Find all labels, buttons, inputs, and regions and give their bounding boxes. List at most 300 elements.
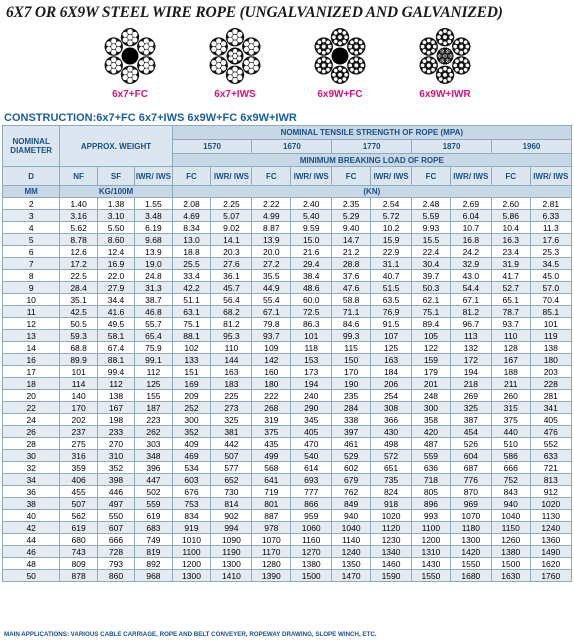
table-cell: 5.86 xyxy=(491,210,530,222)
table-cell: 319 xyxy=(252,414,291,426)
table-cell: 1070 xyxy=(252,534,291,546)
table-cell: 1310 xyxy=(412,546,451,558)
table-cell: 396 xyxy=(135,462,172,474)
table-cell: 359 xyxy=(60,462,97,474)
table-cell: 268 xyxy=(252,402,291,414)
table-cell: 1350 xyxy=(332,558,371,570)
diameter-cell: 22 xyxy=(3,402,60,414)
iwr-header: IWR/ IWS xyxy=(291,167,332,186)
diameter-cell: 44 xyxy=(3,534,60,546)
table-cell: 194 xyxy=(291,378,332,390)
table-cell: 693 xyxy=(291,474,332,486)
table-cell: 442 xyxy=(211,438,252,450)
table-cell: 110 xyxy=(211,342,252,354)
table-cell: 568 xyxy=(252,462,291,474)
table-cell: 183 xyxy=(211,378,252,390)
table-cell: 269 xyxy=(450,390,491,402)
table-cell: 34.4 xyxy=(97,294,134,306)
table-cell: 163 xyxy=(370,354,411,366)
table-cell: 679 xyxy=(332,474,371,486)
table-cell: 735 xyxy=(370,474,411,486)
diameter-cell: 32 xyxy=(3,462,60,474)
table-cell: 454 xyxy=(450,426,491,438)
table-cell: 440 xyxy=(491,426,530,438)
table-cell: 405 xyxy=(291,426,332,438)
table-cell: 68.8 xyxy=(60,342,97,354)
table-cell: 607 xyxy=(97,522,134,534)
iwr-header: IWR/ IWS xyxy=(135,167,172,186)
diameter-cell: 5 xyxy=(3,234,60,246)
unit-mm: MM xyxy=(3,186,60,198)
table-row xyxy=(3,426,572,438)
table-cell: 1140 xyxy=(332,534,371,546)
table-cell: 325 xyxy=(211,414,252,426)
table-cell: 76.9 xyxy=(370,306,411,318)
table-cell: 45.0 xyxy=(530,270,571,282)
table-cell: 497 xyxy=(97,498,134,510)
table-cell: 1130 xyxy=(530,510,571,522)
table-cell: 138 xyxy=(530,342,571,354)
spec-table-body xyxy=(3,198,572,582)
diameter-cell: 46 xyxy=(3,546,60,558)
table-cell: 1160 xyxy=(291,534,332,546)
table-cell: 614 xyxy=(291,462,332,474)
table-cell: 1680 xyxy=(450,570,491,582)
table-cell: 41.7 xyxy=(491,270,530,282)
table-cell: 179 xyxy=(412,366,451,378)
table-cell: 5.59 xyxy=(412,210,451,222)
unit-kg: KG/100M xyxy=(60,186,172,198)
rope-6x9w-iwr-icon xyxy=(415,26,475,86)
table-cell: 1040 xyxy=(491,510,530,522)
grade-header: 1670 xyxy=(252,140,332,154)
table-cell: 9.59 xyxy=(291,222,332,234)
table-cell: 310 xyxy=(97,450,134,462)
table-cell: 273 xyxy=(211,402,252,414)
table-cell: 16.3 xyxy=(491,234,530,246)
table-cell: 6.04 xyxy=(450,210,491,222)
table-cell: 13.0 xyxy=(172,234,211,246)
table-cell: 9.40 xyxy=(332,222,371,234)
table-cell: 91.5 xyxy=(370,318,411,330)
table-cell: 1180 xyxy=(450,522,491,534)
table-cell: 14.7 xyxy=(332,234,371,246)
grade-header: 1870 xyxy=(412,140,492,154)
table-cell: 819 xyxy=(135,546,172,558)
diameter-cell: 13 xyxy=(3,330,60,342)
table-cell: 109 xyxy=(252,342,291,354)
table-cell: 651 xyxy=(370,462,411,474)
table-cell: 52.7 xyxy=(491,282,530,294)
table-row xyxy=(3,210,572,222)
table-cell: 1620 xyxy=(530,558,571,570)
table-cell: 167 xyxy=(97,402,134,414)
table-cell: 752 xyxy=(491,474,530,486)
table-cell: 233 xyxy=(97,426,134,438)
table-cell: 3.48 xyxy=(135,210,172,222)
table-cell: 211 xyxy=(491,378,530,390)
table-cell: 281 xyxy=(530,390,571,402)
fc-header: FC xyxy=(491,167,530,186)
table-cell: 1390 xyxy=(252,570,291,582)
table-cell: 2.48 xyxy=(412,198,451,210)
table-cell: 22.0 xyxy=(97,270,134,282)
main-applications-note: MAIN APPLICATIONS: VARIOUS CABLE CARRIAGE, ROPE AND BELT CONVEYER, ROPEWAY DRAWING, SLOPE WINCH, ETC. xyxy=(4,631,377,638)
table-cell: 430 xyxy=(370,426,411,438)
table-cell: 235 xyxy=(332,390,371,402)
table-row xyxy=(3,486,572,498)
table-cell: 469 xyxy=(172,450,211,462)
table-cell: 101 xyxy=(60,366,97,378)
table-cell: 113 xyxy=(450,330,491,342)
table-cell: 206 xyxy=(370,378,411,390)
table-cell: 896 xyxy=(412,498,451,510)
table-cell: 62.1 xyxy=(412,294,451,306)
table-cell: 275 xyxy=(60,438,97,450)
table-cell: 633 xyxy=(530,450,571,462)
table-cell: 95.3 xyxy=(211,330,252,342)
table-cell: 159 xyxy=(412,354,451,366)
table-row xyxy=(3,438,572,450)
table-cell: 870 xyxy=(450,486,491,498)
table-cell: 387 xyxy=(450,414,491,426)
table-cell: 20.0 xyxy=(252,246,291,258)
table-cell: 57.0 xyxy=(530,282,571,294)
table-cell: 72.5 xyxy=(291,306,332,318)
table-cell: 142 xyxy=(252,354,291,366)
diameter-cell: 30 xyxy=(3,450,60,462)
table-cell: 14.1 xyxy=(211,234,252,246)
table-cell: 308 xyxy=(370,402,411,414)
table-cell: 2.54 xyxy=(370,198,411,210)
table-cell: 12.6 xyxy=(60,246,97,258)
table-cell: 252 xyxy=(172,402,211,414)
table-cell: 420 xyxy=(412,426,451,438)
page-title: 6X7 OR 6X9W STEEL WIRE ROPE (UNGALVANIZED AND GALVANIZED) xyxy=(6,4,503,21)
table-cell: 1240 xyxy=(530,522,571,534)
table-cell: 114 xyxy=(60,378,97,390)
table-cell: 89.9 xyxy=(60,354,97,366)
table-cell: 887 xyxy=(252,510,291,522)
table-cell: 33.4 xyxy=(172,270,211,282)
table-cell: 338 xyxy=(332,414,371,426)
table-cell: 38.4 xyxy=(291,270,332,282)
diameter-cell: 36 xyxy=(3,486,60,498)
table-row xyxy=(3,546,572,558)
table-cell: 315 xyxy=(491,402,530,414)
diameter-cell: 2 xyxy=(3,198,60,210)
table-cell: 529 xyxy=(332,450,371,462)
table-cell: 526 xyxy=(450,438,491,450)
table-cell: 461 xyxy=(332,438,371,450)
table-cell: 793 xyxy=(97,558,134,570)
table-row xyxy=(3,318,572,330)
table-cell: 75.1 xyxy=(172,318,211,330)
diameter-cell: 18 xyxy=(3,378,60,390)
table-cell: 805 xyxy=(412,486,451,498)
table-cell: 27.2 xyxy=(252,258,291,270)
rope-cross-sections xyxy=(0,26,574,112)
table-cell: 225 xyxy=(211,390,252,402)
fc-header: FC xyxy=(332,167,371,186)
table-cell: 776 xyxy=(450,474,491,486)
table-cell: 155 xyxy=(135,390,172,402)
table-cell: 21.2 xyxy=(332,246,371,258)
table-cell: 188 xyxy=(491,366,530,378)
table-cell: 721 xyxy=(530,462,571,474)
table-row xyxy=(3,414,572,426)
table-cell: 150 xyxy=(332,354,371,366)
table-cell: 1020 xyxy=(530,498,571,510)
table-cell: 48.6 xyxy=(291,282,332,294)
table-cell: 107 xyxy=(370,330,411,342)
table-cell: 201 xyxy=(412,378,451,390)
approx-weight-header: APPROX. WEIGHT xyxy=(60,126,172,167)
table-cell: 55.7 xyxy=(135,318,172,330)
table-cell: 118 xyxy=(291,342,332,354)
table-cell: 23.4 xyxy=(491,246,530,258)
table-cell: 29.4 xyxy=(291,258,332,270)
table-cell: 49.5 xyxy=(97,318,134,330)
table-cell: 13.9 xyxy=(135,246,172,258)
table-cell: 3.10 xyxy=(97,210,134,222)
table-cell: 218 xyxy=(450,378,491,390)
table-cell: 11.3 xyxy=(530,222,571,234)
table-cell: 16.8 xyxy=(450,234,491,246)
table-cell: 290 xyxy=(291,402,332,414)
table-cell: 2.81 xyxy=(530,198,571,210)
table-cell: 843 xyxy=(491,486,530,498)
table-row xyxy=(3,342,572,354)
table-cell: 63.1 xyxy=(172,306,211,318)
table-cell: 67.1 xyxy=(252,306,291,318)
table-cell: 10.2 xyxy=(370,222,411,234)
diameter-cell: 42 xyxy=(3,522,60,534)
table-cell: 248 xyxy=(412,390,451,402)
table-cell: 12.4 xyxy=(97,246,134,258)
table-cell: 446 xyxy=(97,486,134,498)
table-cell: 572 xyxy=(370,450,411,462)
table-cell: 728 xyxy=(97,546,134,558)
table-cell: 381 xyxy=(211,426,252,438)
table-cell: 1500 xyxy=(291,570,332,582)
table-row xyxy=(3,558,572,570)
table-cell: 619 xyxy=(60,522,97,534)
rope-6x9w-fc xyxy=(295,26,385,100)
table-cell: 730 xyxy=(211,486,252,498)
diameter-cell: 24 xyxy=(3,414,60,426)
fc-header: FC xyxy=(252,167,291,186)
table-cell: 58.1 xyxy=(97,330,134,342)
table-cell: 260 xyxy=(491,390,530,402)
table-cell: 409 xyxy=(172,438,211,450)
diameter-cell: 28 xyxy=(3,438,60,450)
table-cell: 37.6 xyxy=(332,270,371,282)
diameter-cell: 10 xyxy=(3,294,60,306)
table-cell: 562 xyxy=(60,510,97,522)
table-cell: 31.1 xyxy=(370,258,411,270)
table-row xyxy=(3,498,572,510)
table-cell: 31.3 xyxy=(135,282,172,294)
table-row xyxy=(3,366,572,378)
diameter-cell: 8 xyxy=(3,270,60,282)
table-cell: 1420 xyxy=(450,546,491,558)
table-row xyxy=(3,222,572,234)
table-cell: 860 xyxy=(97,570,134,582)
table-cell: 237 xyxy=(60,426,97,438)
nf-header: NF xyxy=(60,167,97,186)
table-cell: 240 xyxy=(291,390,332,402)
table-cell: 1260 xyxy=(491,534,530,546)
table-cell: 85.1 xyxy=(530,306,571,318)
table-cell: 43.0 xyxy=(450,270,491,282)
table-cell: 56.4 xyxy=(211,294,252,306)
table-cell: 34.5 xyxy=(530,258,571,270)
table-cell: 47.6 xyxy=(332,282,371,294)
table-cell: 35.1 xyxy=(60,294,97,306)
table-cell: 160 xyxy=(252,366,291,378)
table-cell: 5.72 xyxy=(370,210,411,222)
table-cell: 6.19 xyxy=(135,222,172,234)
table-cell: 2.35 xyxy=(332,198,371,210)
table-cell: 65.4 xyxy=(135,330,172,342)
table-cell: 18.8 xyxy=(172,246,211,258)
table-cell: 1470 xyxy=(332,570,371,582)
table-cell: 27.9 xyxy=(97,282,134,294)
table-cell: 8.78 xyxy=(60,234,97,246)
table-cell: 666 xyxy=(97,534,134,546)
table-cell: 40.7 xyxy=(370,270,411,282)
table-cell: 13.9 xyxy=(252,234,291,246)
table-cell: 849 xyxy=(332,498,371,510)
table-cell: 112 xyxy=(97,378,134,390)
table-cell: 71.1 xyxy=(332,306,371,318)
table-cell: 96.7 xyxy=(450,318,491,330)
table-cell: 140 xyxy=(60,390,97,402)
table-cell: 1100 xyxy=(412,522,451,534)
table-cell: 194 xyxy=(450,366,491,378)
table-cell: 10.4 xyxy=(491,222,530,234)
table-cell: 19.0 xyxy=(135,258,172,270)
iwr-header: IWR/ IWS xyxy=(211,167,252,186)
table-cell: 866 xyxy=(291,498,332,510)
table-cell: 67.1 xyxy=(450,294,491,306)
table-cell: 99.1 xyxy=(135,354,172,366)
diameter-cell: 7 xyxy=(3,258,60,270)
table-cell: 41.6 xyxy=(97,306,134,318)
table-cell: 68.2 xyxy=(211,306,252,318)
table-cell: 42.5 xyxy=(60,306,97,318)
table-cell: 749 xyxy=(135,534,172,546)
table-cell: 1340 xyxy=(370,546,411,558)
table-cell: 1200 xyxy=(412,534,451,546)
table-cell: 209 xyxy=(172,390,211,402)
table-cell: 50.5 xyxy=(60,318,97,330)
table-cell: 303 xyxy=(135,438,172,450)
table-cell: 1150 xyxy=(491,522,530,534)
table-row xyxy=(3,390,572,402)
table-cell: 559 xyxy=(412,450,451,462)
table-cell: 1040 xyxy=(332,522,371,534)
rope-6x7-iws-icon xyxy=(205,26,265,86)
table-cell: 2.22 xyxy=(252,198,291,210)
table-cell: 169 xyxy=(172,378,211,390)
wire-rope-spec-table xyxy=(2,125,572,582)
table-cell: 316 xyxy=(60,450,97,462)
table-row xyxy=(3,234,572,246)
table-cell: 22.5 xyxy=(60,270,97,282)
table-cell: 170 xyxy=(60,402,97,414)
table-cell: 603 xyxy=(172,474,211,486)
table-cell: 540 xyxy=(291,450,332,462)
table-cell: 75.1 xyxy=(412,306,451,318)
table-cell: 2.69 xyxy=(450,198,491,210)
table-cell: 405 xyxy=(530,414,571,426)
table-cell: 38.7 xyxy=(135,294,172,306)
table-cell: 345 xyxy=(291,414,332,426)
table-cell: 46.8 xyxy=(135,306,172,318)
table-cell: 31.9 xyxy=(491,258,530,270)
table-cell: 262 xyxy=(135,426,172,438)
table-cell: 994 xyxy=(211,522,252,534)
table-cell: 959 xyxy=(291,510,332,522)
table-cell: 455 xyxy=(60,486,97,498)
table-cell: 1430 xyxy=(412,558,451,570)
table-cell: 352 xyxy=(97,462,134,474)
table-cell: 652 xyxy=(211,474,252,486)
table-cell: 762 xyxy=(332,486,371,498)
rope-6x7-fc xyxy=(85,26,175,100)
table-cell: 680 xyxy=(60,534,97,546)
fc-header: FC xyxy=(412,167,451,186)
table-cell: 586 xyxy=(491,450,530,462)
rope-label: 6x9W+FC xyxy=(317,89,363,100)
table-cell: 81.2 xyxy=(211,318,252,330)
table-cell: 534 xyxy=(172,462,211,474)
table-cell: 125 xyxy=(135,378,172,390)
table-cell: 67.4 xyxy=(97,342,134,354)
table-cell: 300 xyxy=(412,402,451,414)
table-cell: 1550 xyxy=(450,558,491,570)
table-row xyxy=(3,198,572,210)
table-cell: 969 xyxy=(450,498,491,510)
table-cell: 470 xyxy=(291,438,332,450)
table-cell: 559 xyxy=(135,498,172,510)
diameter-cell: 17 xyxy=(3,366,60,378)
table-cell: 58.8 xyxy=(332,294,371,306)
table-cell: 375 xyxy=(491,414,530,426)
table-row xyxy=(3,450,572,462)
table-cell: 202 xyxy=(60,414,97,426)
table-cell: 968 xyxy=(135,570,172,582)
table-cell: 375 xyxy=(252,426,291,438)
table-cell: 22.9 xyxy=(370,246,411,258)
rope-label: 6x9W+IWR xyxy=(419,89,471,100)
diameter-cell: 20 xyxy=(3,390,60,402)
table-cell: 42.2 xyxy=(172,282,211,294)
table-cell: 28.4 xyxy=(60,282,97,294)
diameter-cell: 3 xyxy=(3,210,60,222)
table-cell: 44.9 xyxy=(252,282,291,294)
table-cell: 398 xyxy=(97,474,134,486)
table-cell: 10.7 xyxy=(450,222,491,234)
table-cell: 753 xyxy=(172,498,211,510)
table-row xyxy=(3,462,572,474)
table-cell: 75.9 xyxy=(135,342,172,354)
table-cell: 809 xyxy=(60,558,97,570)
table-cell: 978 xyxy=(252,522,291,534)
table-cell: 1410 xyxy=(211,570,252,582)
